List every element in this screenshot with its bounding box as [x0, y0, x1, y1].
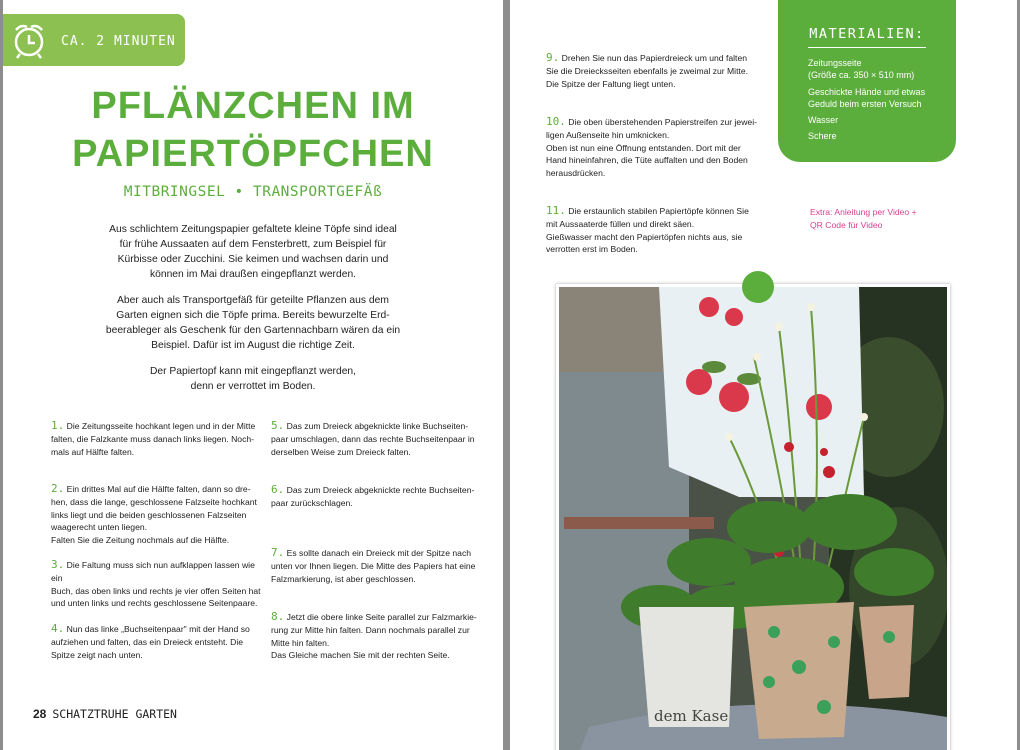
step-7: 7. Es sollte danach ein Dreieck mit der Spitze nach unten vor Ihnen liegen. Die Mitte des Papiers hat eine Falzmarkierung, ist aber geschlossen.	[271, 546, 476, 584]
step-3: 3. Die Faltung muss sich nun aufklappen lassen wie ein Buch, das oben links und rechts je vier offen Seiten hat und unten links und rechts geschlossene Seitenpaare.	[51, 558, 261, 609]
left-page	[3, 0, 503, 750]
footer	[33, 707, 177, 721]
alarm-clock-icon	[7, 18, 51, 62]
material-item: Zeitungsseite (Größe ca. 350 × 510 mm)	[808, 58, 915, 80]
page-number: 28	[33, 707, 47, 721]
material-item: Wasser	[808, 115, 839, 125]
intro-paragraph-3: Der Papiertopf kann mit eingepflanzt werden, denn er verrottet im Boden.	[149, 366, 357, 392]
step-2: 2. Ein drittes Mal auf die Hälfte falten, dann so dre- hen, dass die lange, geschlossene Falzseite hochkant links liegt und die beiden geschlossenen Falzseiten waagerecht unten liegen. Falten Sie die Zeitung nochmals auf die Hälfte.	[51, 482, 257, 546]
material-item: Schere	[808, 131, 837, 141]
right-page	[510, 0, 1017, 750]
title-line-2: PAPIERTÖPFCHEN	[72, 133, 434, 175]
step-11: 11. Die erstaunlich stabilen Papiertöpfe können Sie mit Aussaaterde füllen und direkt säen. Gießwasser macht den Papiertöpfen nichts aus, sie verrotten erst im Boden.	[546, 204, 749, 255]
step-1: 1. Die Zeitungsseite hochkant legen und in der Mitte falten, die Falzkante muss danach links liegen. Noch- mals auf Hälfte falten.	[51, 419, 256, 457]
photo-newspaper-text: dem Kase	[654, 707, 729, 725]
materials-box	[778, 0, 956, 162]
step-5: 5. Das zum Dreieck abgeknickte linke Buchseiten- paar umschlagen, dann das rechte Buchseitenpaar in derselben Weise zum Dreieck falten.	[271, 419, 475, 457]
time-label: CA. 2 MINUTEN	[61, 34, 176, 49]
intro-paragraph-2: Aber auch als Transportgefäß für geteilte Pflanzen aus dem Garten eignen sich die Töpfe prima. Bereits bewurzelte Erd- beerableger als Geschenk für den Gartennachbarn wären da ein Beispiel. Dafür ist im August die richtige Zeit.	[105, 295, 401, 351]
material-item: Geschickte Hände und etwas Geduld beim ersten Versuch	[808, 87, 926, 109]
step-8: 8. Jetzt die obere linke Seite parallel zur Falzmarkie- rung zur Mitte hin falten. Dann nochmals parallel zur Mitte hin falten. Das Gleiche machen Sie mit der rechten Seite.	[271, 610, 477, 661]
book-title: SCHATZTRUHE GARTEN	[52, 707, 177, 721]
materials-title: MATERIALIEN:	[778, 26, 956, 42]
step-10: 10. Die oben überstehenden Papierstreifen zur jewei- ligen Außenseite hin umknicken. Oben ist nun eine Öffnung entstanden. Dort mit der Hand hineinfahren, die Tüte auffalten und den Boden herausdrücken.	[546, 115, 757, 179]
subtitle: MITBRINGSEL • TRANSPORTGEFÄß	[123, 184, 383, 200]
step-9: 9. Drehen Sie nun das Papierdreieck um und falten Sie die Dreiecksseiten ebenfalls je zweimal zur Mitte. Die Spitze der Faltung liegt unten.	[546, 51, 749, 89]
time-tag	[3, 14, 185, 66]
step-6: 6. Das zum Dreieck abgeknickte rechte Buchseiten- paar zurückschlagen.	[271, 483, 475, 508]
extra-video-note: Extra: Anleitung per Video + QR Code für Video	[810, 207, 917, 230]
title-line-1: PFLÄNZCHEN IM	[91, 85, 415, 127]
strawberry-photo	[556, 284, 950, 750]
step-4: 4. Nun das linke „Buchseitenpaar" mit der Hand so aufziehen und falten, das ein Dreieck entsteht. Die Spitze zeigt nach unten.	[51, 622, 250, 660]
intro-paragraph-1: Aus schlichtem Zeitungspapier gefaltete kleine Töpfe sind ideal für frühe Aussaaten auf dem Fensterbrett, zum Beispiel für Kürbisse oder Zucchini. Sie keimen und wachsen darin und können im Mai draußen eingepflanzt werden.	[109, 224, 397, 280]
decorative-dot	[742, 271, 774, 303]
